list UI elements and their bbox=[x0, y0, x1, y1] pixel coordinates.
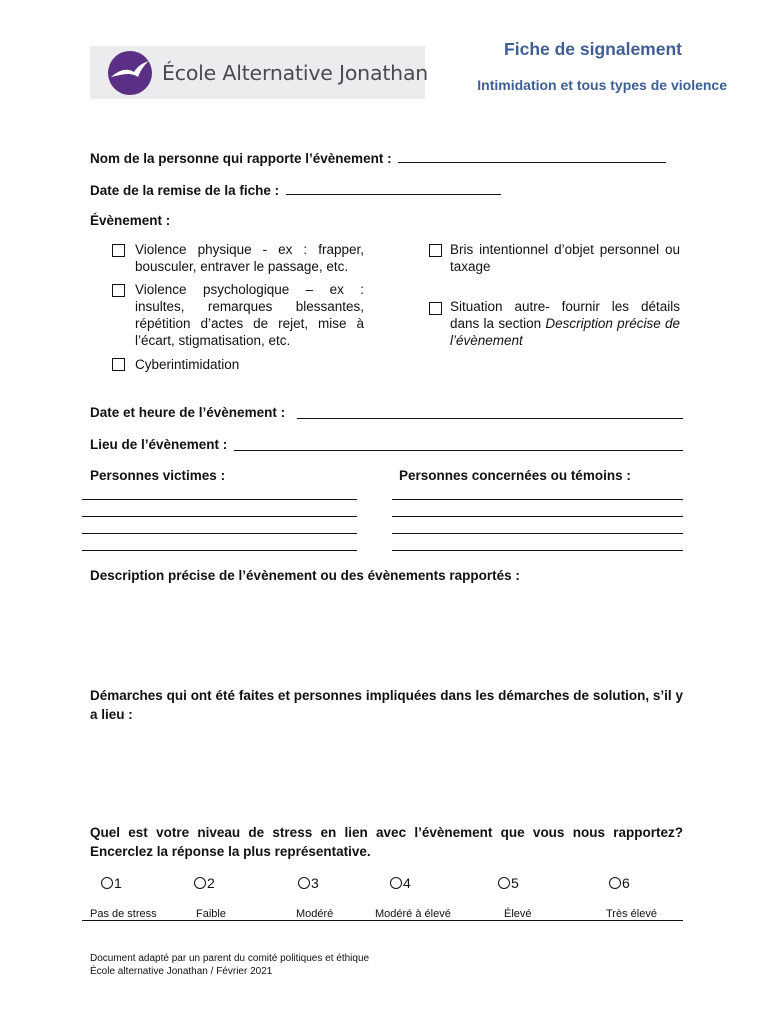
school-logo bbox=[90, 46, 429, 99]
checkbox-physical[interactable] bbox=[112, 244, 125, 257]
witnesses-line[interactable] bbox=[392, 550, 683, 551]
stress-number: 5 bbox=[511, 875, 519, 891]
stress-label: Élevé bbox=[504, 908, 532, 920]
bird-logo-icon bbox=[108, 51, 152, 95]
checkbox-other-text: Situation autre- fournir les détails dans la section bbox=[450, 299, 680, 331]
date-field[interactable] bbox=[286, 183, 501, 195]
checkbox-psychological[interactable] bbox=[112, 284, 125, 297]
witnesses-line[interactable] bbox=[392, 533, 683, 534]
witnesses-line[interactable] bbox=[392, 516, 683, 517]
stress-scale-line bbox=[82, 920, 683, 921]
stress-number: 2 bbox=[207, 875, 215, 891]
victims-line[interactable] bbox=[82, 533, 357, 534]
description-label: Description précise de l’évènement ou des évènements rapportés : bbox=[90, 568, 520, 583]
datetime-field[interactable] bbox=[297, 418, 683, 419]
checkbox-property[interactable] bbox=[429, 244, 442, 257]
victims-line[interactable] bbox=[82, 516, 357, 517]
checkbox-property-label: Bris intentionnel d’objet personnel ou taxage bbox=[450, 242, 680, 274]
victims-line[interactable] bbox=[82, 499, 357, 500]
place-field[interactable] bbox=[234, 450, 683, 451]
event-label: Évènement : bbox=[90, 213, 171, 228]
stress-radio[interactable] bbox=[390, 877, 402, 889]
date-input[interactable] bbox=[286, 183, 501, 198]
footer-line-2: École alternative Jonathan / Février 2021 bbox=[90, 966, 273, 977]
stress-label: Pas de stress bbox=[90, 908, 157, 920]
checkbox-other[interactable] bbox=[429, 302, 442, 315]
steps-area[interactable] bbox=[90, 728, 683, 808]
stress-radio[interactable] bbox=[101, 877, 113, 889]
stress-number: 4 bbox=[403, 875, 411, 891]
reporter-field[interactable] bbox=[398, 151, 666, 163]
checkbox-cyber[interactable] bbox=[112, 358, 125, 371]
stress-label: Modéré à élevé bbox=[375, 908, 451, 920]
stress-label: Faible bbox=[196, 908, 226, 920]
checkbox-other-italic: Description précise de l’évènement bbox=[450, 316, 680, 348]
steps-label: Démarches qui ont été faites et personnes impliquées dans les démarches de solution, s’il y a lieu : bbox=[90, 688, 683, 722]
description-area[interactable] bbox=[90, 590, 683, 670]
date-label: Date de la remise de la fiche : bbox=[90, 183, 280, 198]
footer-line-1: Document adapté par un parent du comité politiques et éthique bbox=[90, 953, 370, 964]
stress-radio[interactable] bbox=[498, 877, 510, 889]
checkbox-physical-label: Violence physique - ex : frapper, bousculer, entraver le passage, etc. bbox=[135, 242, 364, 274]
stress-radio[interactable] bbox=[194, 877, 206, 889]
stress-number: 6 bbox=[622, 875, 630, 891]
reporter-input[interactable] bbox=[398, 151, 666, 166]
victims-line[interactable] bbox=[82, 550, 357, 551]
checkbox-cyber-label: Cyberintimidation bbox=[135, 357, 240, 372]
stress-label: Très élevé bbox=[606, 908, 657, 920]
checkbox-psychological-label: Violence psychologique – ex : insultes, remarques blessantes, répétition d’actes de rejet, mise à l’écart, stigmatisation, etc. bbox=[135, 282, 364, 348]
place-label: Lieu de l’évènement : bbox=[90, 437, 228, 452]
checkbox-other-label bbox=[450, 298, 680, 349]
stress-question: Quel est votre niveau de stress en lien avec l’évènement que vous nous rapportez? Encerclez la réponse la plus représentative. bbox=[90, 825, 683, 859]
datetime-label: Date et heure de l’évènement : bbox=[90, 405, 286, 420]
reporter-row bbox=[90, 151, 666, 166]
logo-text: École Alternative Jonathan bbox=[162, 60, 429, 85]
datetime-input[interactable] bbox=[297, 404, 683, 419]
stress-number: 3 bbox=[311, 875, 319, 891]
stress-label: Modéré bbox=[296, 908, 334, 920]
witnesses-label: Personnes concernées ou témoins : bbox=[399, 468, 631, 483]
form-title: Fiche de signalement bbox=[504, 39, 682, 59]
form-subtitle: Intimidation et tous types de violence bbox=[477, 77, 727, 93]
stress-radio[interactable] bbox=[609, 877, 621, 889]
place-input[interactable] bbox=[234, 436, 683, 451]
stress-number: 1 bbox=[114, 875, 122, 891]
reporter-label: Nom de la personne qui rapporte l’évènement : bbox=[90, 151, 392, 166]
date-row bbox=[90, 183, 501, 198]
stress-radio[interactable] bbox=[298, 877, 310, 889]
witnesses-line[interactable] bbox=[392, 499, 683, 500]
victims-label: Personnes victimes : bbox=[90, 468, 226, 483]
